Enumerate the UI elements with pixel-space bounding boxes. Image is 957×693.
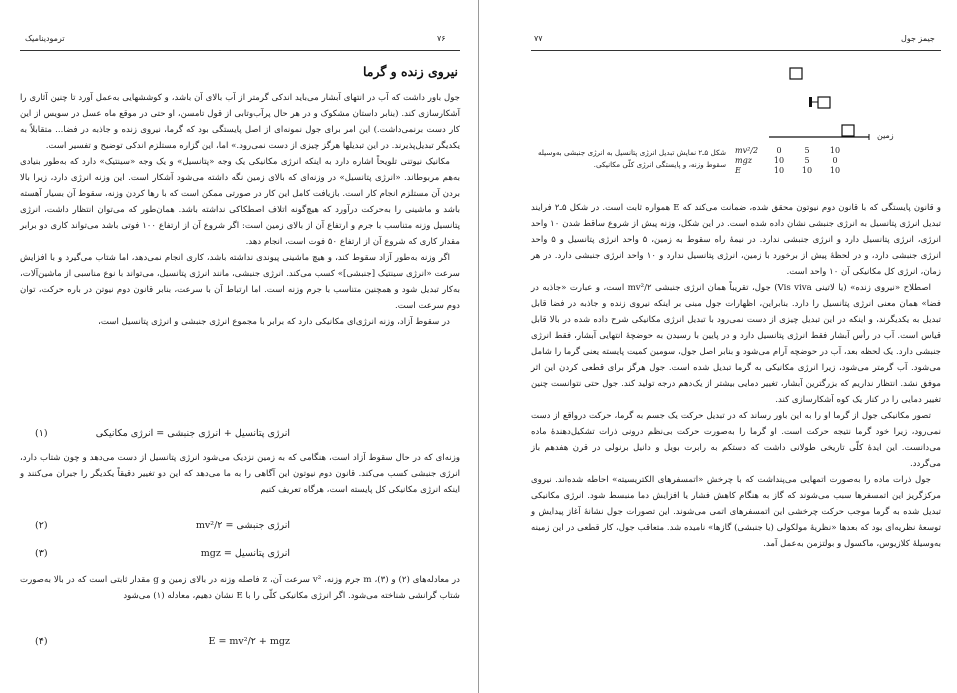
table-cell: 0: [776, 146, 782, 155]
equation-number: (۱): [35, 428, 48, 439]
right-body-text: [531, 200, 941, 552]
left-header-rule: [20, 50, 460, 51]
equation-number: (۴): [35, 636, 48, 647]
equation-body: انرژی پتانسیل + انرژی جنبشی = انرژی مکانیکی: [95, 428, 290, 439]
right-running-title: جیمز جول: [901, 34, 935, 43]
table-row: [735, 156, 849, 166]
table-row: [735, 146, 849, 156]
left-page-number: ۷۶: [437, 34, 446, 43]
paragraph: تصور مکانیکی جول از گرما او را به این باور رساند که در تبدیل حرکت یک جسم به گرما، حرکت درواقع از دست نمی‌رود، زیرا خود گرما نتیجه حرکت است. او گرما را به‌صورت حرکت بی‌نظم درونی ذرات تشکیل‌دهندهٔ ماده می‌دانست. این ایدهٔ کلّی تاریخی طولانی داشت که دستکم به رابرت بویل و دانیل برنولی در قرن هفدهم باز می‌گردد.: [531, 411, 941, 469]
weight-middle: [818, 97, 830, 108]
equation-4: [35, 636, 420, 647]
equation-body: انرژی پتانسیل = mgz: [200, 548, 290, 559]
paragraph: و قانون پایستگی که با قانون دوم نیوتون محقق شده، ضمانت می‌کند که E همواره ثابت است. در شکل ۵ـ۲ فرایند تبدیل انرژی پتانسیل به انرژی جنبشی نشان داده شده است. در این شکل، وزنه پیش از شروع ساقط شدن ۱۰ واحد انرژی، انرژی پتانسیل دارد و انرژی جنبشی ندارد. در نیمهٔ راه سقوط به زمین، ۵ واحد انرژی پتانسیل و ۵ واحد انرژی جنبشی دارد، و در لحظهٔ پیش از برخورد با زمین، انرژی پتانسیل ندارد و ۱۰ واحد انرژی جنبشی دارد. در هر زمان، انرژی کل مکانیکی آن ۱۰ واحد است.: [531, 203, 942, 277]
motion-arrow-head: [809, 97, 812, 107]
left-page: [0, 0, 478, 693]
weight-bottom: [842, 125, 854, 136]
table-cell: 10: [829, 166, 841, 175]
ground-label: زمین: [877, 131, 894, 140]
right-page: [479, 0, 957, 693]
left-body-text-3: [20, 572, 460, 604]
paragraph: وزنه‌ای که در حال سقوط آزاد است، هنگامی که به زمین نزدیک می‌شود انرژی پتانسیل از دست می‌دهد و چون شتاب دارد، انرژی جنبشی کسب می‌کند. قانون دوم نیوتون این آگاهی را به ما می‌دهد که این دو تغییر دقیقاً یکدیگر را جبران می‌کنند و اینکه انرژی مکانیکی کل پایسته است، هرگاه تعریف کنیم: [20, 453, 460, 495]
table-cell: 10: [773, 156, 785, 165]
table-cell: 10: [773, 166, 785, 175]
equation-body: انرژی جنبشی = mv²/۲: [195, 520, 290, 531]
right-page-number: ۷۷: [534, 34, 543, 43]
table-cell: 5: [804, 156, 810, 165]
table-cell: 10: [801, 166, 813, 175]
energy-table: [735, 146, 849, 176]
equation-number: (۲): [35, 520, 48, 531]
row-label: mgz: [735, 156, 752, 165]
row-label: E: [735, 166, 741, 175]
table-cell: 5: [804, 146, 810, 155]
table-row: [735, 166, 849, 176]
left-body-text-2: [20, 450, 460, 498]
paragraph: جول ذرات ماده را به‌صورت اتمهایی می‌پنداشت که با چرخش «اتمسفرهای الکتریسیته» احاطه شده‌اند. نیروی مرکزگریز این اتمسفرها سبب می‌شوند که گاز به هنگام کاهش فشار یا افزایش دما منبسط شود. انرژی مکانیکی تبدیل شده به گرما موجب حرکت چرخشی این اتمسفرهای اتمی می‌شوند. این تصورات جول نشانهٔ آغاز پیدایش و توسعهٔ نظریه‌ای بود که بعدها «نظریهٔ مولکولی (یا جنبشی) گازها» نامیده شد. متعاقب جول، کار قطعی در این زمینه به‌وسیلهٔ کلازیوس، ماکسول و بولتزمن به‌عمل آمد.: [531, 475, 941, 549]
left-body-text-1: [20, 90, 460, 330]
paragraph: اصطلاح «نیروی زنده» (یا لاتینی Vis viva) جول، تقریباً همان انرژی جنبشی mv²/۲ است، و عبارت «جاذبه در فضا» همان معنی انرژی پتانسیل را دارد. بنابراین، اظهارات جول مبنی بر اینکه نیروی زنده و جاذبه در فضا قابل تبدیل به یکدیگرند، و اینکه در این تبدیل چیزی از دست نمی‌رود با تبدیل انرژی مکانیکی شرح داده شده در بالا قابل قیاس است. آب در رأس آبشار فقط انرژی پتانسیل دارد و در پایین با رسیدن به حوضچهٔ انتهایی آبشار، فقط انرژی جنبشی دارد. یک لحظه بعد، آب در حوضچه آرام می‌شود و بنابر اصل جول، سومین کمیت پایسته یعنی گرما را شامل می‌شود. آب گرمتر می‌شود، زیرا انرژی مکانیکی به گرما تبدیل شده است. جول هرگز برای قطعی کردن این اثر موفق نشد. انتظار نداریم که بزرگترین آبشار، تغییر دمایی بیشتر از یک‌دهم درجه تولید کند. جول حتی نتوانست چنین تغییر دمایی را در کنار یک کوه آشکارسازی کند.: [531, 283, 941, 405]
figure-caption: شکل ۵ـ۲ نمایش تبدیل انرژی پتانسیل به انرژی جنبشی به‌وسیله سقوط وزنه، و پایستگی انرژی کلّی مکانیکی.: [537, 148, 726, 169]
paragraph: جول باور داشت که آب در انتهای آبشار می‌باید اندکی گرمتر از آب بالای آن باشد، و کوششهایی به‌عمل آورد تا چنین آثاری را آشکارسازی کند. (بنابر داستان مشکوک و در هر حال پرآب‌وتابی از قول تامسن، او حتی در موقع ماه عسل در سویس از این کار دست برنمی‌داشت.) این امر برای جول نمونه‌ای از اصل پایستگی بود که گرما، نیروی زنده و جاذبه در فضا... متقابلاً به یکدیگر تبدیل‌پذیرند. در این تبدیلها هرگز چیزی از دست نمی‌رود.» اما، این گزاره مستلزم اندکی توضیح و تفسیر است.: [20, 93, 460, 151]
paragraph: در معادله‌های (۲) و (۳)، m جرم وزنه، v² سرعت آن، z فاصله وزنه در بالای زمین و g مقدار ثابتی است که در بالا به‌صورت شتاب گرانشی شناخته می‌شود. اگر انرژی مکانیکی کلّی را با E نشان دهیم، معادله (۱) می‌شود: [20, 575, 460, 601]
paragraph: مکانیک نیوتنی تلویحاً اشاره دارد به اینکه انرژی مکانیکی یک وجه «پتانسیل» و یک وجه «سینتیک» دارد که به‌طور بنیادی به‌هم مربوطاند. «انرژی پتانسیل» در وزنه‌ای که بالای زمین نگه داشته می‌شود آشکار است. این وزنه انرژی دارد، زیرا بالا بردن آن مستلزم انجام کار است. بازیافت کامل این کار در صورتی ممکن است که با رها کردن وزنه، سقوط آن بسیار آهسته باشد و ماشینی را به‌حرکت درآورد که هیچ‌گونه اتلاف اصطکاکی نداشته باشد. همان‌طور که می‌توان انتظار داشت، انرژی پتانسیل وزنه متناسب با جرم و ارتفاع آن از بالای زمین است: اگر شروع آن از ارتفاع ۱۰۰ فوتی باشد می‌تواند کاری دو برابر مقدار کاری که شروع آن از ارتفاع ۵۰ فوت است، انجام دهد.: [20, 157, 460, 247]
table-cell: 0: [832, 156, 838, 165]
section-title: نیروی زنده و گرما: [362, 64, 458, 79]
equation-number: (۳): [35, 548, 48, 559]
row-label: mv²/2: [735, 146, 759, 155]
equation-3: [35, 548, 420, 559]
left-running-title: ترمودینامیک: [25, 34, 65, 43]
weight-top: [790, 68, 802, 79]
paragraph: اگر وزنه به‌طور آزاد سقوط کند، و هیچ ماشینی پیوندی نداشته باشد، کاری انجام نمی‌دهد، اما شتاب می‌گیرد و با افزایش سرعت «انرژی سینتیک [جنبشی]» کسب می‌کند. انرژی جنبشی، مانند انرژی پتانسیل، می‌تواند با نوع مناسبی از ماشین‌آلات، به‌کار تبدیل شود و همچنین متناسب با جرم وزنه است. اما ارتباط آن با سرعت، بنابر قانون دوم نیوتن در باره حرکت، توان دوم سرعت است.: [20, 253, 460, 311]
equation-1: [35, 428, 420, 439]
equation-body: E = mv²/۲ + mgz: [208, 636, 290, 647]
paragraph: در سقوط آزاد، وزنه انرژی‌ای مکانیکی دارد که برابر با مجموع انرژی جنبشی و انرژی پتانسیل است،: [98, 317, 450, 327]
table-cell: 10: [829, 146, 841, 155]
equation-2: [35, 520, 420, 531]
